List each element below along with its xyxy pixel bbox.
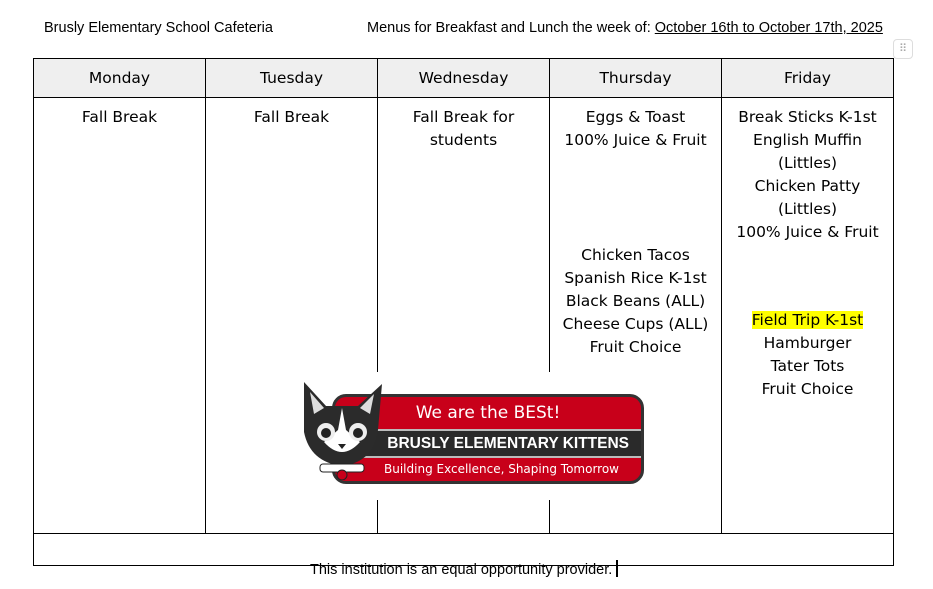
day-header: Wednesday <box>378 59 550 98</box>
logo-slogan: We are the BESt! <box>415 403 561 423</box>
monday-cell <box>34 98 206 534</box>
school-name: Brusly Elementary School Cafeteria <box>44 20 273 36</box>
menu-item: Fall Break <box>253 108 330 126</box>
day-header: Friday <box>722 59 894 98</box>
menu-item: Cheese Cups (ALL) <box>562 315 709 333</box>
menu-item: Black Beans (ALL) <box>565 292 706 310</box>
kitten-mascot-icon <box>294 380 390 480</box>
drag-handle-icon[interactable]: ⠿ <box>893 39 913 59</box>
friday-cell <box>722 98 894 534</box>
menu-item: Chicken Tacos <box>581 246 690 264</box>
menu-item: Break Sticks K-1st <box>738 108 877 126</box>
menu-item: Hamburger <box>763 334 852 352</box>
day-header: Tuesday <box>206 59 378 98</box>
footer-text: This institution is an equal opportunity provider. <box>310 562 613 578</box>
menu-item: Fall Break <box>81 108 158 126</box>
menu-item: Fall Break for students <box>412 108 515 149</box>
menu-item: Fruit Choice <box>589 338 682 356</box>
menu-item: Fruit Choice <box>761 380 854 398</box>
logo-tagline: Building Excellence, Shaping Tomorrow <box>384 462 619 476</box>
week-heading <box>367 20 883 36</box>
menu-item: English Muffin (Littles) <box>753 131 862 172</box>
day-header: Thursday <box>550 59 722 98</box>
menu-item: Spanish Rice K-1st <box>564 269 707 287</box>
week-label: Menus for Breakfast and Lunch the week of: <box>367 20 651 36</box>
school-logo <box>290 372 652 500</box>
menu-item: 100% Juice & Fruit <box>736 223 879 241</box>
week-range: October 16th to October 17th, 2025 <box>654 20 883 36</box>
logo-title: BRUSLY ELEMENTARY KITTENS <box>335 429 641 458</box>
menu-item: Eggs & Toast <box>585 108 686 126</box>
menu-item: 100% Juice & Fruit <box>564 131 707 149</box>
menu-item: Chicken Patty (Littles) <box>754 177 861 218</box>
day-header: Monday <box>34 59 206 98</box>
text-cursor <box>616 560 618 577</box>
menu-item: Tater Tots <box>770 357 845 375</box>
menu-item-highlighted: Field Trip K-1st <box>751 311 864 329</box>
footer-statement <box>310 560 618 578</box>
